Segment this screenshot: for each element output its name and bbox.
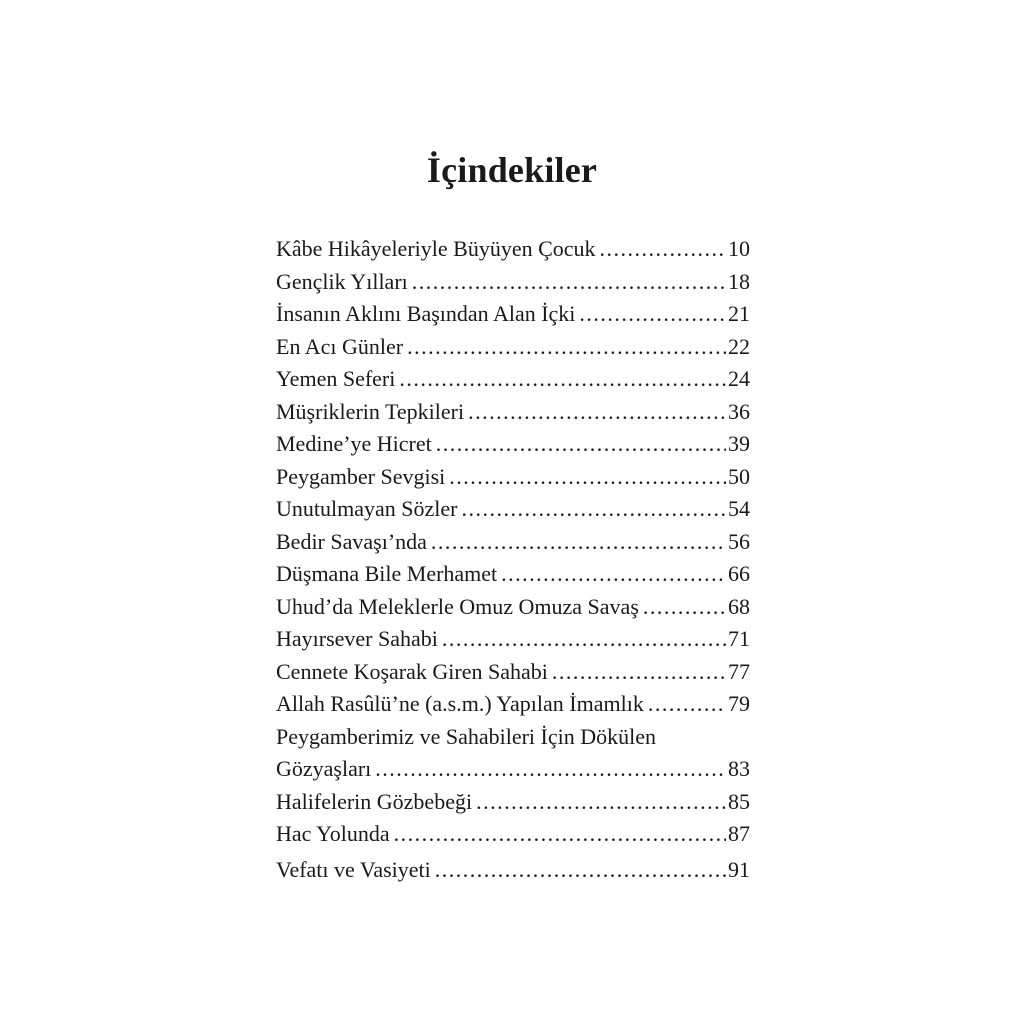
toc-entry-title: Gençlik Yılları — [276, 268, 408, 294]
toc-entry-title: Vefatı ve Vasiyeti — [276, 856, 431, 882]
toc-page-number: 83 — [728, 756, 750, 781]
dot-leader — [648, 688, 726, 721]
toc-entry — [276, 656, 750, 689]
toc-page-number: 85 — [728, 788, 750, 814]
toc-entry-title: Hac Yolunda — [276, 821, 390, 846]
toc-page-number: 24 — [728, 366, 750, 391]
toc-entry — [276, 233, 750, 266]
dot-leader — [407, 331, 726, 364]
toc-entry-title: Düşmana Bile Merhamet — [276, 561, 498, 586]
toc-entry-title: Medine’ye Hicret — [276, 431, 432, 456]
toc-page-number: 54 — [728, 496, 750, 521]
dot-leader — [436, 428, 726, 461]
toc-entry-title: Kâbe Hikâyeleriyle Büyüyen Çocuk — [276, 236, 596, 261]
dot-leader — [643, 591, 726, 624]
dot-leader — [431, 526, 726, 559]
toc-page-number: 56 — [728, 528, 750, 554]
toc-page-number: 21 — [728, 301, 750, 326]
toc-page-number: 18 — [728, 268, 750, 294]
toc-entry-title-line1: Peygamberimiz ve Sahabileri İçin Dökülen — [276, 723, 656, 749]
dot-leader — [600, 233, 726, 266]
toc-page-number: 50 — [728, 463, 750, 489]
toc-entry-title: Unutulmayan Sözler — [276, 496, 458, 521]
toc-page-number: 22 — [728, 333, 750, 359]
toc-entry-title: Yemen Seferi — [276, 366, 396, 391]
toc-entry — [276, 591, 750, 624]
toc-entry-title: Peygamber Sevgisi — [276, 463, 446, 489]
toc-entry-title: İnsanın Aklını Başından Alan İçki — [276, 301, 576, 326]
dot-leader — [435, 854, 726, 887]
dot-leader — [501, 558, 726, 591]
toc-entry — [276, 461, 750, 494]
toc-page-number: 10 — [728, 236, 750, 261]
dot-leader — [579, 298, 726, 331]
toc-page-number: 68 — [728, 593, 750, 619]
dot-leader — [399, 363, 726, 396]
toc-entry — [276, 854, 750, 887]
toc-entry-title: Gözyaşları — [276, 756, 372, 781]
dot-leader — [442, 623, 726, 656]
toc-entry — [276, 721, 750, 786]
toc-page-number: 77 — [728, 658, 750, 684]
toc-entry — [276, 298, 750, 331]
dot-leader — [552, 656, 726, 689]
toc-entry — [276, 493, 750, 526]
dot-leader — [449, 461, 726, 494]
toc-page-number: 91 — [728, 856, 750, 882]
toc-page-number: 39 — [728, 431, 750, 456]
toc-entry — [276, 363, 750, 396]
toc-page-number: 87 — [728, 821, 750, 846]
dot-leader — [461, 493, 726, 526]
toc-entry — [276, 688, 750, 721]
toc-entry — [276, 786, 750, 819]
dot-leader — [468, 396, 726, 429]
toc-entry-title: En Acı Günler — [276, 333, 404, 359]
toc-entry — [276, 396, 750, 429]
toc-entry — [276, 428, 750, 461]
toc-entry — [276, 558, 750, 591]
table-of-contents — [276, 233, 750, 886]
dot-leader — [394, 818, 726, 851]
toc-entry — [276, 266, 750, 299]
dot-leader — [476, 786, 726, 819]
dot-leader — [375, 753, 726, 786]
toc-entry-title: Halifelerin Gözbebeği — [276, 788, 473, 814]
toc-page-number: 79 — [728, 691, 750, 716]
toc-entry-title: Bedir Savaşı’nda — [276, 528, 427, 554]
toc-entry — [276, 623, 750, 656]
toc-entry — [276, 331, 750, 364]
toc-page-number: 36 — [728, 398, 750, 424]
toc-page-number: 66 — [728, 561, 750, 586]
toc-entry — [276, 526, 750, 559]
toc-entry-title: Hayırsever Sahabi — [276, 626, 438, 651]
toc-entry-title: Allah Rasûlü’ne (a.s.m.) Yapılan İmamlık — [276, 691, 644, 716]
toc-entry-title: Cennete Koşarak Giren Sahabi — [276, 658, 548, 684]
toc-entry-title: Müşriklerin Tepkileri — [276, 398, 465, 424]
page-title: İçindekiler — [426, 150, 598, 191]
dot-leader — [412, 266, 726, 299]
toc-entry-title: Uhud’da Meleklerle Omuz Omuza Savaş — [276, 593, 639, 619]
toc-page-number: 71 — [728, 626, 750, 651]
toc-entry — [276, 818, 750, 851]
